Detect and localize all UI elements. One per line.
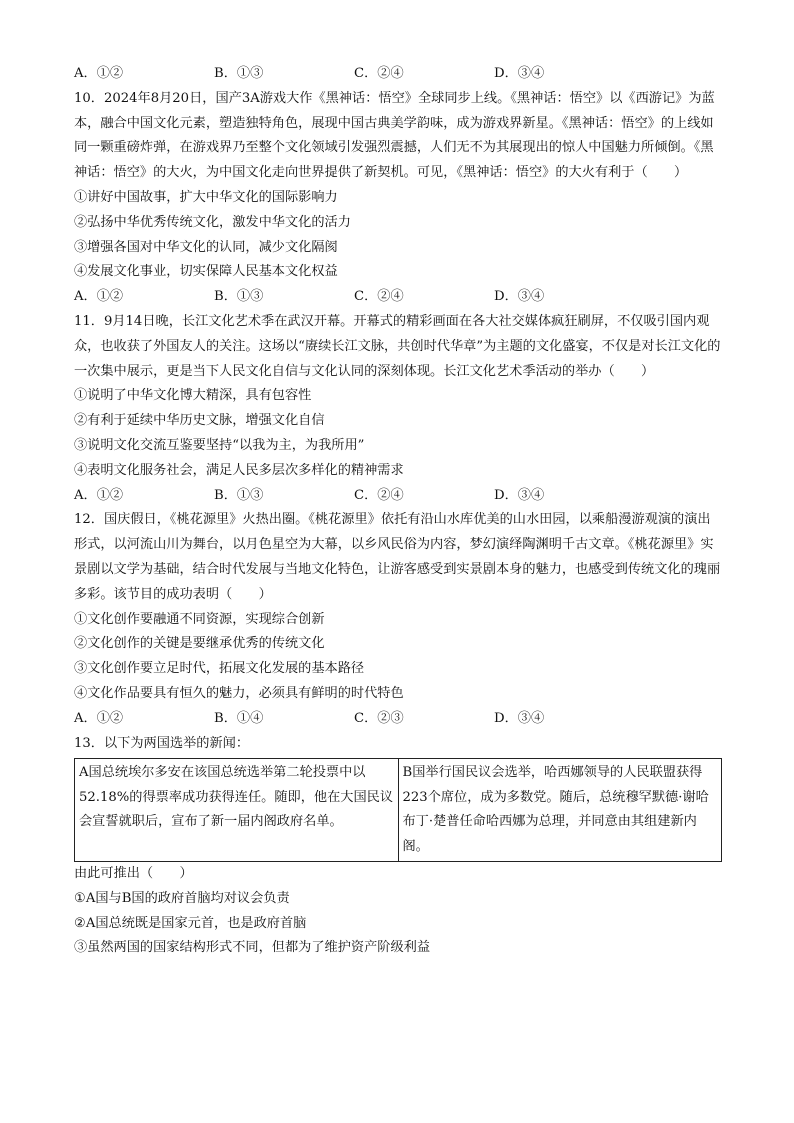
question-13 [74,732,722,962]
option-a[interactable]: A．①② [74,710,124,726]
choice-item: ②文化创作的关键是要继承优秀的传统文化 [74,636,325,652]
option-a[interactable]: A．①② [74,289,124,305]
q9-options [74,62,722,87]
option-b[interactable]: B．①④ [214,710,264,726]
option-d[interactable]: D．③④ [494,710,545,726]
question-prompt: 由此可推出（ ） [74,865,193,881]
option-b[interactable]: B．①③ [214,66,264,81]
choice-item: ②有利于延续中华历史文脉，增强文化自信 [74,413,325,429]
news-table [74,758,722,862]
q10-options [74,285,722,310]
option-b[interactable]: B．①③ [214,487,264,503]
choice-item: ②A国总统既是国家元首，也是政府首脑 [74,915,307,931]
choice-item: ③文化创作要立足时代，拓展文化发展的基本路径 [74,661,365,677]
option-c[interactable]: C．②④ [354,289,404,305]
option-b[interactable]: B．①③ [214,289,264,305]
choice-item: ③说明文化交流互鉴要坚持“以我为主，为我所用” [74,437,365,453]
question-10 [74,87,722,310]
choice-item: ①说明了中华文化博大精深，具有包容性 [74,388,312,404]
question-stem: 13．以下为两国选举的新闻： [74,735,250,751]
question-11 [74,310,722,508]
q12-options [74,707,722,732]
choice-item: ④表明文化服务社会，满足人民多层次多样化的精神需求 [74,462,404,478]
option-c[interactable]: C．②④ [354,66,404,81]
option-a[interactable]: A．①② [74,66,124,81]
option-c[interactable]: C．②④ [354,487,404,503]
news-a-cell: A国总统埃尔多安在该国总统选举第二轮投票中以52.18%的得票率成功获得连任。随即，他在大国民议会宣誓就职后，宣布了新一届内阁政府名单。 [75,759,399,862]
choice-item: ④文化作品要具有恒久的魅力，必须具有鲜明的时代特色 [74,685,404,701]
choice-item: ④发展文化事业，切实保障人民基本文化权益 [74,264,338,280]
news-b-cell: B国举行国民议会选举，哈西娜领导的人民联盟获得223个席位，成为多数党。随后，总统穆罕默德·谢哈布丁·楚普任命哈西娜为总理，并同意由其组建新内阁。 [398,759,722,862]
option-d[interactable]: D．③④ [494,66,545,81]
question-stem: 11．9月14日晚，长江文化艺术季在武汉开幕。开幕式的精彩画面在各大社交媒体疯狂刷屏，不仅吸引国内观众，也收获了外国友人的关注。这场以“赓续长江文脉，共创时代华章”为主题的文化盛宴，不仅是对长江文化的一次集中展示，更是当下人民文化自信与文化认同的深刻体现。长江文化艺术季活动的举办（ ） [74,313,721,379]
choice-item: ①文化创作要融通不同资源，实现综合创新 [74,611,325,627]
exam-page [74,62,722,961]
option-d[interactable]: D．③④ [494,289,545,305]
option-c[interactable]: C．②③ [354,710,404,726]
choice-item: ③增强各国对中华文化的认同，减少文化隔阂 [74,239,338,255]
choice-item: ①讲好中国故事，扩大中华文化的国际影响力 [74,189,338,205]
question-12 [74,508,722,731]
choice-item: ①A国与B国的政府首脑均对议会负责 [74,890,290,906]
option-d[interactable]: D．③④ [494,487,545,503]
choice-item: ③虽然两国的国家结构形式不同，但都为了维护资产阶级利益 [74,940,431,956]
question-stem: 12．国庆假日，《桃花源里》火热出圈。《桃花源里》依托有沿山水库优美的山水田园，以乘船漫游观演的演出形式，以河流山川为舞台，以月色星空为大幕，以乡风民俗为内容，梦幻演绎陶渊明千古文章。《桃花源里》实景剧以文学为基础，结合时代发展与当地文化特色，让游客感受到实景剧本身的魅力，也感受到传统文化的瑰丽多彩。该节目的成功表明（ ） [74,512,721,602]
option-a[interactable]: A．①② [74,487,124,503]
q11-options [74,484,722,509]
question-stem: 10．2024年8月20日，国产3A游戏大作《黑神话：悟空》全球同步上线。《黑神话：悟空》以《西游记》为蓝本，融合中国文化元素，塑造独特角色，展现中国古典美学韵味，成为游戏界新星。《黑神话：悟空》的上线如同一颗重磅炸弹，在游戏界乃至整个文化领域引发强烈震撼，人们无不为其展现出的惊人中国魅力所倾倒。《黑神话：悟空》的大火，为中国文化走向世界提供了新契机。可见，《黑神话：悟空》的大火有利于（ ） [74,90,715,181]
choice-item: ②弘扬中华优秀传统文化，激发中华文化的活力 [74,214,351,230]
